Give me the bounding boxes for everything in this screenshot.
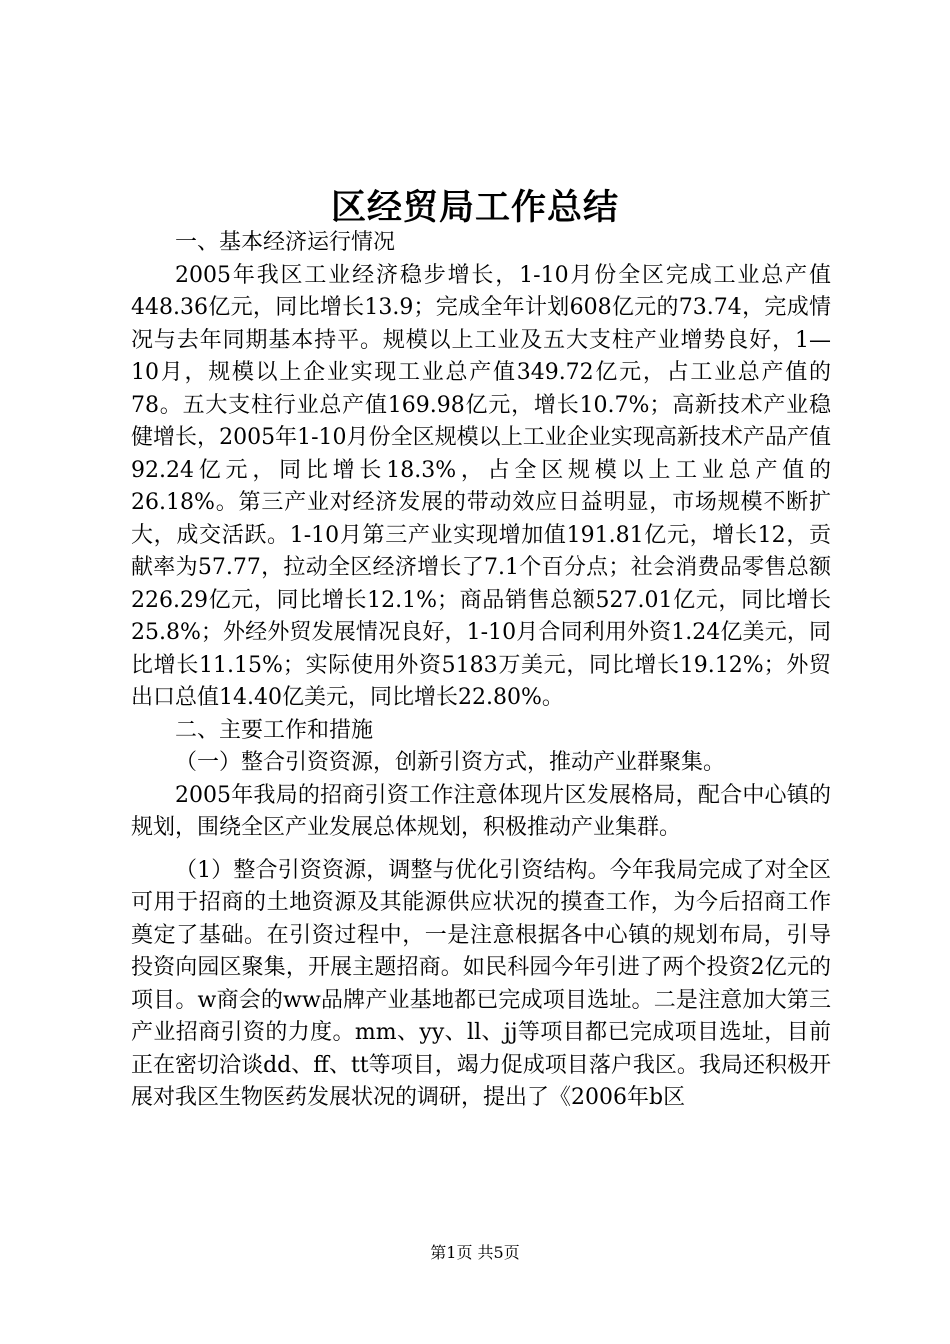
body-paragraph: 2005年我局的招商引资工作注意体现片区发展格局，配合中心镇的规划，围绕全区产业发展总体规划，积极推动产业集群。 (131, 782, 831, 840)
subsection-heading: （一）整合引资资源，创新引资方式，推动产业群聚集。 (175, 750, 726, 775)
body-paragraph: （1）整合引资资源，调整与优化引资结构。今年我局完成了对全区可用于招商的土地资源及其能源供应状况的摸查工作，为今后招商工作奠定了基础。在引资过程中，一是注意根据各中心镇的规划布局，引导投资向园区聚集，开展主题招商。如民科园今年引进了两个投资2亿元的项目。w商会的ww品牌产业基地都已完成项目选址。二是注意加大第三产业招商引资的力度。mm、yy、ll、jj等项目都已完成项目选址，目前正在密切洽谈dd、ff、tt等项目，竭力促成项目落户我区。我局还积极开展对我区生物医药发展状况的调研，提出了《2006年b区 (131, 857, 831, 1110)
document-title: 区经贸局工作总结 (330, 188, 619, 228)
body-paragraph: 2005年我区工业经济稳步增长，1-10月份全区完成工业总产值448.36亿元，同比增长13.9；完成全年计划608亿元的73.74，完成情况与去年同期基本持平。规模以上工业及五大支柱产业增势良好，1—10月，规模以上企业实现工业总产值349.72亿元，占工业总产值的78。五大支柱行业总产值169.98亿元，增长10.7%；高新技术产业稳健增长，2005年1-10月份全区规模以上工业企业实现高新技术产品产值92.24亿元，同比增长18.3%，占全区规模以上工业总产值的26.18%。第三产业对经济发展的带动效应日益明显，市场规模不断扩大，成交活跃。1-10月第三产业实现增加值191.81亿元，增长12，贡献率为57.77，拉动全区经济增长了7.1个百分点；社会消费品零售总额226.29亿元，同比增长12.1%；商品销售总额527.01亿元，同比增长25.8%；外经外贸发展情况良好，1-10月合同利用外资1.24亿美元，同比增长11.15%；实际使用外资5183万美元，同比增长19.12%；外贸出口总值14.40亿美元，同比增长22.80%。 (131, 262, 831, 710)
section-heading: 二、主要工作和措施 (175, 717, 374, 743)
page-footer: 第1页 共5页 (430, 1243, 520, 1262)
section-heading: 一、基本经济运行情况 (175, 230, 396, 255)
document-body (131, 227, 831, 1115)
